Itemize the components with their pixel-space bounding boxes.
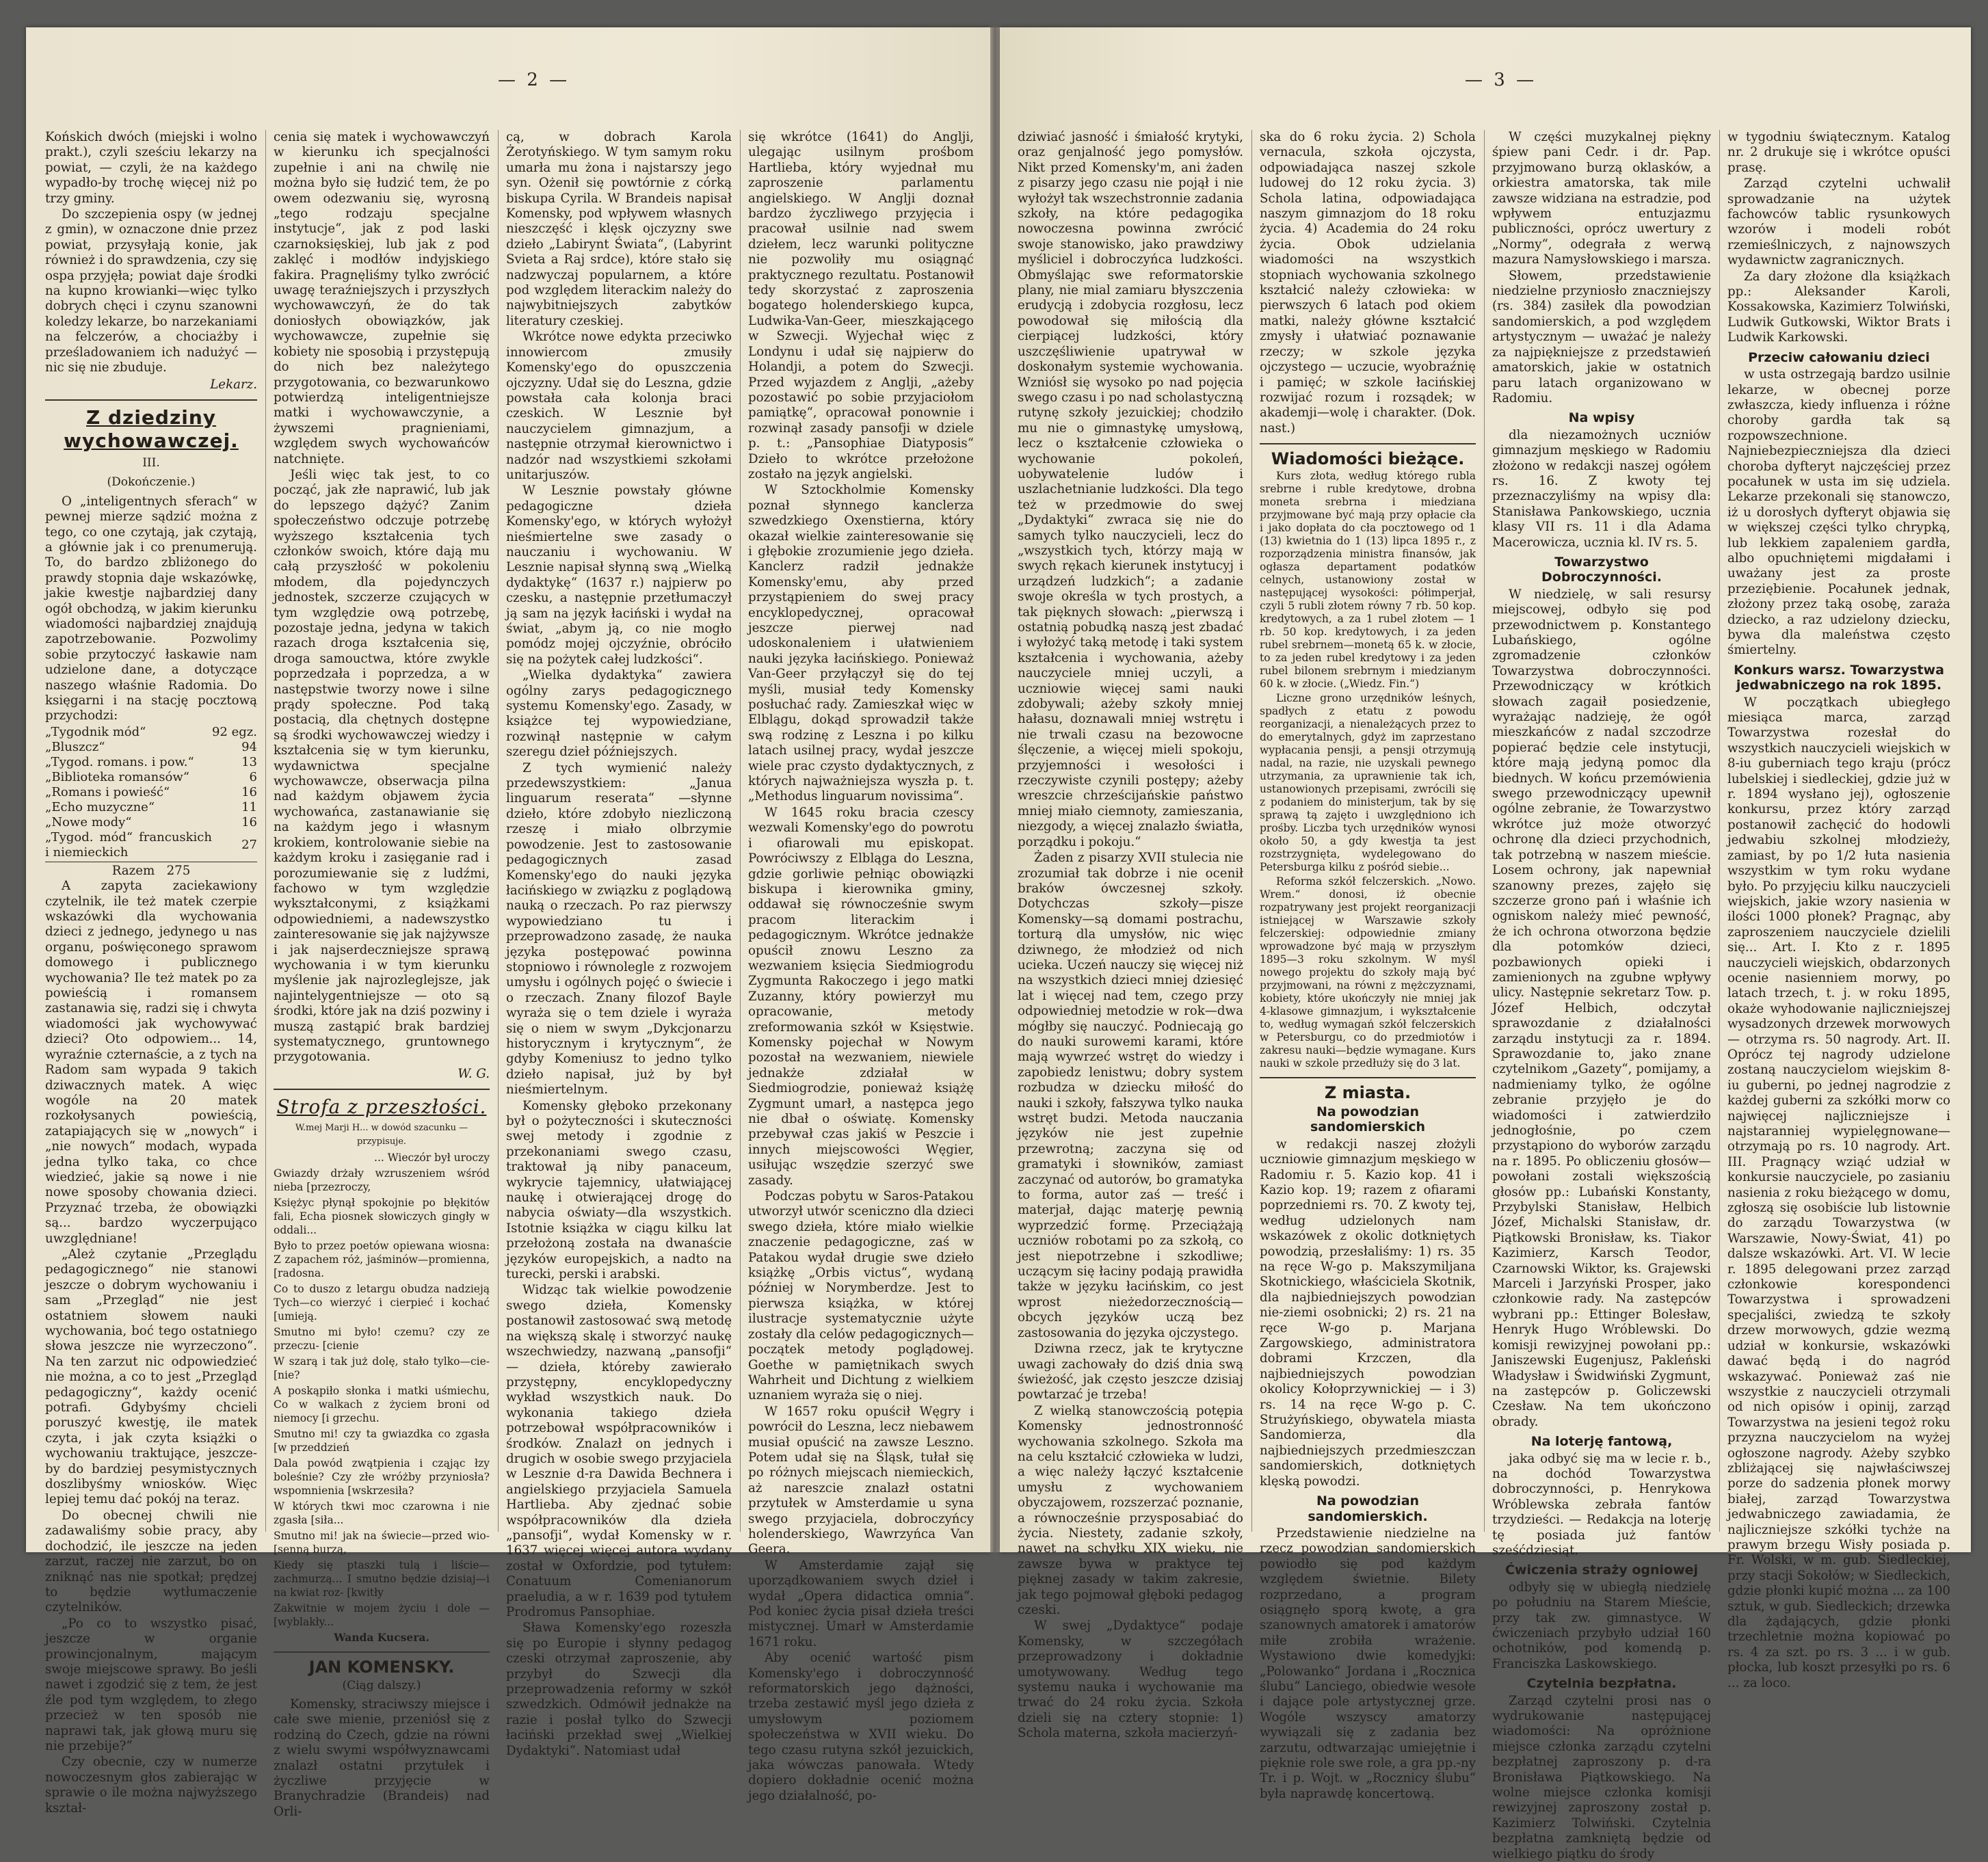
right-col-2 <box>1260 130 1476 1801</box>
subscription-title: „Romans i powieść“ <box>45 784 170 799</box>
left-page <box>26 27 990 1819</box>
news-item: Reforma szkół felczerskich. „Nowo. Wrem.“ donosi, iż obecnie rozpatrywany jest projekt reorganizacji istniejącej w Warszawie szkoły felczerskiej: odpowiednie zmiany wprowadzone być mają w przyszłym 1895—3 roku szkolnym. W myśl nowego projektu do szkoły mają być przyjmowani, na równi z mężczyznami, kobiety, które ukończyły nie mniej jak 4-klasowe gimnazjum, i wykształcenie to, według wymagań szkół felczerskich w Petersburgu, co do przedmiotów i zakresu nauki—będzie wymagane. Kurs nauki w szkole przedłuży się do 3 lat. <box>1260 875 1476 1069</box>
paragraph: w usta ostrzegają bardzo usilnie lekarze, w obecnej porze zwłaszcza, kiedy influenza i różne choroby gardła tak są rozpowszechnione. Najniebezpieczniejsza dla dzieci choroba dyfteryt najczęściej przez pocałunek w usta im się udziela. Lekarze przekonali się stanowczo, iż u dorosłych dyfteryt objawia się w większej części tylko chrypką, lub lekkiem zapaleniem gardła, albo opuchniętemi migdałami i uważany jest za proste przeziębienie. Pocałunek jednak, złożony przez taką osobę, zaraża dziecko, a raz udzielony dziecku, bywa dla maleństwa często śmiertelny. <box>1727 367 1950 658</box>
paragraph: W części muzykalnej piękny śpiew pani Cedr. i dr. Pap. przyjmowano burzą oklasków, a orkiestra amatorska, tak mile zawsze widziana na estradzie, pod wpływem entuzjazmu publiczności, oprócz uwertury z „Normy“, odegrała z werwą mazura Namysłowskiego i marsza. <box>1492 130 1711 267</box>
paragraph: W 1657 roku opuścił Węgry i powrócił do Leszna, lecz niebawem musiał opuścić na zawsze Leszno. Potem udał się na Śląsk, tułał się po różnych miejscach niemieckich, aż nareszcie znalazł ostatni przytułek w Amsterdamie u syna swego przyjaciela, dobroczyńcy holenderskiego, Wawrzyńca Van Geera. <box>748 1404 974 1557</box>
paragraph: cenia się matek i wychowawczyń w kierunku ich specjalności zupełnie i ani na chwilę nie można było się łudzić tem, że po owem odezwaniu się, wyrosną „tego rodzaju specjalne instytucje“, jak z pod laski czarnoksięskiej, lub jak z pod zaklęć i modłów indyjskiego fakira. Pragnęliśmy tylko zwrócić uwagę teraźniejszych i przyszłych wychowawczyń, że do tak doniosłych obowiązków, jak wychowawcze, zupełnie się kobiety nie sposobią i przystępują do nich bez należytego przygotowania, co bezwarunkowo potwierdzą inteligentniejsze matki i wychowawczynie, a żywszemi pragnieniami, względem swych wychowańców natchnięte. <box>274 130 490 466</box>
news-item: Kurs złota, według którego rubla srebrne i ruble kredytowe, drobna moneta srebrna i miedziana przyjmowane być mają przy opłacie cła i jako dopłata do cła pocztowego od 1 (13) kwietnia do 1 (13) lipca 1895 r., z rozporządzenia ministra finansów, jak ogłasza departament podatków celnych, ustanowiony został w następującej wysokości: półimperjał, czyli 5 rubli złotem równy 7 rb. 50 kop. kredytowych, a za 1 rubel złotem — 1 rb. 50 kop. kredytowych, i za jeden rubel srebrnem—monetą 65 k. w złocie, to za jeden rubel kredytowy i za jeden rubel bilonem srebrnym i miedzianym 60 k. w złocie. („Wiedz. Fin.“) <box>1260 469 1476 690</box>
section-title: Z dziedziny wychowawczej. <box>64 405 239 452</box>
paragraph: Widząc tak wielkie powodzenie swego dzieła, Komensky postanowił zastosować swą metodę na większą skalę i stworzyć naukę wszechwiedzy, nazwaną „pansofji“ — dzieła, któreby zawierało przystępny, encyklopedyczny wykład wszystkich nauk. Do wykonania takiego dzieła potrzebował współpracowników i środków. Znalazł on jednych i drugich w osobie swego przyjaciela w Lesznie d-ra Dawida Bechnera i angielskiego przyjaciela Samuela Hartlieba. Aby zjednać sobie współpracowników dla dzieła „pansofji“, wydał Komensky w r. 1637 więcej więcej autora wydany został w Oxfordzie, pod tytułem: Conatuum Comenianorum praeludia, a w r. 1639 pod tytułem Prodromus Pansophiae. <box>506 1283 732 1619</box>
left-col-4 <box>748 130 974 1803</box>
poem-line: A poskąpiło słonka i matki uśmiechu, Co w walkach z życiem broni od niemocy [i grzechu. <box>274 1385 490 1425</box>
section-note: (Dokończenie.) <box>107 475 196 490</box>
subscription-title: „Bluszcz“ <box>45 739 105 754</box>
subscription-count: 92 egz. <box>211 724 257 739</box>
paragraph: Za dary złożone dla książkach pp.: Aleksander Karoli, Kossakowska, Kazimierz Tolwiński, Ludwik Gutkowski, Wiktor Brats i Ludwik Karkowski. <box>1727 269 1950 345</box>
paragraph: Końskich dwóch (miejski i wolno prakt.), czyli sześciu lekarzy na powiat, — czyli, że na każdego wypadło-by trochę więcej niż po trzy gminy. <box>45 130 257 206</box>
divider <box>274 1651 490 1653</box>
paragraph: cą, w dobrach Karola Żerotyńskiego. W tym samym roku umarła mu żona i najstarszy jego syn. Ożenił się powtórnie z córką biskupa Cyrila. W Brandeis napisał Komensky, pod wpływem własnych nieszczęść i klęsk ojczyzny swe dzieło „Labirynt Świata“, (Labyrint Svieta a Raj srdce), które stało się nadzwyczaj popularnem, a które pod względem literackim należy do najwybitniejszych zabytków literatury czeskiej. <box>506 130 732 328</box>
komensky-title: JAN KOMENSKY. <box>308 1658 455 1677</box>
paragraph: W swej „Dydaktyce“ podaje Komensky, w szczegółach przeprowadzony i dokładnie umotywowany. Według tego systemu nauka i wychowanie ma trwać do 24 roku życia. Szkoła dzieli się na cztery stopnie: 1) Schola materna, szkoła macierzyń- <box>1018 1619 1243 1741</box>
poem-line: Dala powód zwątpienia i cząjąc łzy boleśnie? Czy złe wróżby przyniosła? wspomnienia [wskrzesiła? <box>274 1457 490 1498</box>
table-row <box>45 740 257 755</box>
right-col-3 <box>1492 130 1711 1861</box>
page-number-left: — 2 — <box>498 70 570 90</box>
poem-line: Zakwitnie w mojem życiu i dole — [wyblakły... <box>274 1602 490 1629</box>
subscription-count: 16 <box>241 814 257 829</box>
paragraph: W Amsterdamie zajął się uporządkowaniem swych dzieł i wydał „Opera didactica omnia“. Pod koniec życia pisał dzieła treści mistycznej. Umarł w Amsterdamie 1671 roku. <box>748 1558 974 1649</box>
paragraph: Zarząd czytelni prosi nas o wydrukowanie następującej wiadomości: Na opróżnione miejsce członka zarządu czytelni bezpłatnej zaproszony p. d-ra Bronisława Piątkowskiego. Na wolne miejsce członka komisji rewizyjnej zaproszony został p. Kazimierz Tolwiński. Czytelnia bezpłatna zamkniętą będzie od wielkiego piątku do środy <box>1492 1693 1711 1861</box>
signature: W. G. <box>458 1066 490 1081</box>
right-page <box>1000 27 1971 1861</box>
poem-line: Smutno mi! jak na świecie—przed wio- [senną burzą, <box>274 1530 490 1556</box>
divider <box>1260 443 1476 444</box>
poem-line: Kiedy się ptaszki tulą i liście—zachmurzą... I smutno będzie dzisiaj—i na kwiat roz- [kwitły <box>274 1559 490 1599</box>
news-title: Wiadomości bieżące. <box>1271 449 1465 469</box>
paragraph: Do szczepienia ospy (w jednej z gmin), w oznaczone dnie przez powiat, przysyłają konie, jak również i do sprawdzenia, czy się ospa przyjęła; powiat daje środki na kupno krowianki—więc tylko dobrych chęci i czynu szanowni koledzy lekarze, bo narzekaniami na felczerów, a chociażby i prześladowaniem ich nadużyć — nic się nie zbuduje. <box>45 207 257 375</box>
poem-line: Gwiazdy drżały wzruszeniem wśród nieba [przezroczy, <box>274 1167 490 1194</box>
subscription-title: „Tygodnik mód“ <box>45 724 146 739</box>
table-row <box>45 755 257 770</box>
paragraph: Sława Komensky'ego rozeszła się po Europie i słynny pedagog czeski otrzymał zaproszenie, aby przybył do Szwecji dla przeprowadzenia reformy w szkół szwedzkich. Odmówił jednakże na razie i posłał tylko do Szwecji łaciński przekład swej „Wielkiej Dydaktyki“. Natomiast udał <box>506 1621 732 1758</box>
item-heading: Ćwiczenia straży ogniowej <box>1505 1562 1699 1578</box>
paragraph: odbyły się w ubiegłą niedzielę po południu na Starem Mieście, przy tak zw. gimnastyce. W ćwiczeniach przybyło udział 160 ochotników, pod komendą p. Franciszka Laskowskiego. <box>1492 1580 1711 1671</box>
left-col-1 <box>45 130 257 1816</box>
city-title: Z miasta. <box>1324 1082 1412 1102</box>
item-heading: Przeciw całowaniu dzieci <box>1748 349 1930 365</box>
poem-dedication: W.mej Marji H... w dowód szacunku — przypisuje. <box>295 1123 468 1147</box>
total-label: Razem <box>111 863 155 878</box>
column-rule <box>740 130 741 1532</box>
paragraph: „Po co to wszystko pisać, jeszcze w organie prowincjonalnym, mającym swoje miejscowe sprawy. Bo jeśli nawet i zgodzić się z tem, że jest źle pod tym względem, to złego przecież w ten sposób nie naprawi tak, jak głową muru się nie przebije?“ <box>45 1616 257 1753</box>
paragraph: Wkrótce nowe edykta przeciwko innowiercom zmusiły Komensky'ego do opuszczenia ojczyzny. Udał się do Leszna, gdzie powstała cała kolonja braci czeskich. W Lesznie był nauczycielem gimnazjum, a następnie otrzymał kierownictwo i nadzór nad wszystkiemi szkołami unitarjuszów. <box>506 330 732 482</box>
item-heading: Na wpisy <box>1568 410 1635 426</box>
column-rule <box>265 130 266 1532</box>
column-rule <box>498 130 499 1532</box>
column-rule <box>1484 130 1485 1532</box>
paragraph: Dziwna rzecz, jak te krytyczne uwagi zachowały do dziś dnia swą świeżość, jak często jeszcze dzisiaj powtarzać je trzeba! <box>1018 1342 1243 1402</box>
paragraph: W niedzielę, w sali resursy miejscowej, odbyło się pod przewodnictwem p. Konstantego Lubańskiego, ogólne zgromadzenie członków Towarzystwa dobroczynności. Przewodniczący w krótkich słowach zagaił posiedzenie, wyrażając nadzieję, że ogół mieszkańców z nadal szczodrze popierać będzie cele instytucji, które mają jedyną pomoc dla biednych. W końcu przemówienia swego przewodniczący upewnił ogólne zebranie, że Towarzystwo wkrótce już może otworzyć ochronę dla dzieci przychodnich, tak potrzebną w naszem mieście. Losem ochrony, jak napewniał szanowny prezes, zajęło się szczerze grono pań i właśnie ich ogniskom należy mieć pewność, że ich ochrona otworzona będzie dla potomków dzieci, pozbawionych opieki i zamienionych na zgubne wpływy ulicy. Następnie sekretarz Tow. p. Józef Helbich, odczytał sprawozdanie z działalności zarządu instytucji za r. 1894. Sprawozdanie to, jako znane czytelnikom „Gazety“, pomijamy, a nadmieniamy tylko, że ogólne zebranie przyjęło je do wiadomości i zatwierdziło jednogłośnie, po czem przystąpiono do wyborów zarządu na r. 1895. Po obliczeniu głosów—powołani zostali większością głosów pp.: Lubański Konstanty, Przybylski Stanisław, Helbich Józef, Michalski Stanisław, dr. Piątkowski Bronisław, ks. Tiakor Kazimierz, Karsch Teodor, Czarnowski Wiktor, ks. Grajewski Marceli i Jarzyński Prosper, jako członkowie rady. Na zastępców wybrani pp.: Ettinger Bolesław, Henryk Hugo Wróblewski. Do komisji rewizyjnej powołani pp.: Janiszewski Eugenjusz, Pakleński Władysław i Świdwiński Zygmunt, na zastępców p. Goliczewski Czesław. Na tem ukończono obrady. <box>1492 587 1711 1429</box>
paragraph: Żaden z pisarzy XVII stulecia nie zrozumiał tak dobrze i nie ocenił braków ówczesnej szkoły. Dotychczas szkoły—pisze Komensky—są domami postrachu, torturą dla umysłów, nic więc dziwnego, że młodzież od nich ucieka. Uczeń nauczy się więcej niż na wszystkich dzieci mniej dziesięć lat i więcej nad tem, czego przy odpowiedniej metodzie w rok—dwa mógłby się nauczyć. Podniecają go do nauki surowemi karami, które mają wywrzeć wstręt do wiedzy i zapobiedz lenistwu; dobry system rozbudza w dziecku miłość do nauki i szkoły, fałszywa tylko nauka wstręt budzi. Metoda nauczania języków nie jest zupełnie przewrotną; zaczyna się od gramatyki i słowników, zamiast zaczynać od autorów, bo gramatyka to forma, autor zaś — treść i materjał, dając materję pewnią wyprzedzić formę. Przeciążają uczniów robotami po za szkołą, co jest niepotrzebne i szkodliwe; uczącym się łaciny podają prawidła także w języku łacińskim, co jest wprost nieżedorzecznością—obcych języków uczą bez zastosowania do języka ojczystego. <box>1018 851 1243 1340</box>
paragraph: Czy obecnie, czy w numerze nowoczesnym głos zabierając w sprawie o ile można najwyższego kształ- <box>45 1755 257 1816</box>
subscription-count: 13 <box>241 754 257 769</box>
poem-line: W szarą i tak już dolę, stało tylko—cie- [nie? <box>274 1355 490 1382</box>
divider <box>274 1089 490 1090</box>
paragraph: A zapyta zaciekawiony czytelnik, ile też matek czerpie wskazówki dla wychowania dzieci z jednego, jedynego u nas organu, poświęconego sprawom domowego i publicznego wychowania? Ile też matek po za powieścią i romansem zastanawia się, radzi się i chwyta wiadomości jak wychowywać dzieci? Oto odpowiem... 14, wyraźnie czternaście, a z tych na Radom sam wypada 9 takich dziwacznych matek. A więc wogóle na 20 matek rozkołysanych powieścią, zatapiających się w „nowych“ i „nie nowych“ modach, wypada jedna tylko taka, co chce wiedzieć, jakie są nowe i nie nowe sposoby chowania dzieci. Przyznać trzeba, że obowiązki są... bardzo wyczerpująco uwzględniane! <box>45 879 257 1246</box>
subscription-title: „Tygod. mód“ francuskich i niemieckich <box>45 829 212 860</box>
paragraph: Z tych wymienić należy przedewszystkiem: „Janua linguarum reserata“ —słynne dzieło, które zdobyło niezliczoną rzeszę i miało olbrzymie powodzenie. Jest to zastosowanie pedagogicznych zasad Komensky'ego do nauki języka łacińskiego w związku z poglądową nauką o rzeczach. Po raz pierwszy wypowiedziano tu i przeprowadzono zasadę, że nauka języka postępować powinna stopniowo i równolegle z rozwojem umysłu i ogólnych pojęć o świecie i o rzeczach. Znany filozof Bayle wyraża się o tem dziele i wyraża się o niem w swym „Dykcjonarzu historycznym i krytycznym“, że gdyby Komeniusz to jedno tylko dzieło napisał, już by był nieśmiertelnym. <box>506 760 732 1098</box>
poem-line: Smutno mi! czy ta gwiazdka co zgasła [w przeddzień <box>274 1428 490 1454</box>
poem-line: Księżyc płynął spokojnie po błękitów fali, Echa piosnek słowiczych gingły w oddali... <box>274 1197 490 1237</box>
table-row <box>45 785 257 800</box>
paragraph: „Wielka dydaktyka“ zawiera ogólny zarys pedagogicznego systemu Komensky'ego. Zasady, w książce tej wypowiedziane, rozwinął następnie w całym szeregu dzieł późniejszych. <box>506 668 732 760</box>
paragraph: Słowem, przedstawienie niedzielne przyniosło znaczniejszy (rs. 384) zasiłek dla powodzian sandomierskich, a pod względem artystycznym — uważać je należy za najpiękniejsze z przedstawień amatorskich, jakie w ostatnich paru latach organizowano w Radomiu. <box>1492 268 1711 405</box>
item-heading: Na powodzian sandomierskich. <box>1308 1493 1428 1524</box>
total-value: 275 <box>166 863 191 878</box>
subscription-total <box>45 862 257 879</box>
paragraph: Przedstawienie niedzielne na rzecz powodzian sandomierskich powiodło się pod każdym względem świetnie. Bilety rozprzedano, a program osiągnęło sporą kwotę, a gra szanownych amatorek i amatorów miłe zrobiła wrażenie. Wystawiono dwie komedyjki: „Polowanko“ Jordana i „Rocznica ślubu“ Lanciego, obiedwie wesołe i dające pole artystycznej grze. Wogóle wszyscy amatorzy wywiązali się z zadania bez zarzutu, odtwarzając umiejętnie i pięknie role swe role, a gra pp.-ny Tr. i p. Wojt. w „Rocznicy ślubu“ była naprawdę koncertową. <box>1260 1526 1476 1801</box>
poem-line: Co to duszo z letargu obudza nadzieją Tych—co wierzyć i cierpieć i kochać [umieją. <box>274 1283 490 1323</box>
left-col-2 <box>274 130 490 1819</box>
paragraph: ska do 6 roku życia. 2) Schola vernacula, szkoła ojczysta, odpowiadająca naszej szkole ludowej do 12 roku życia. 3) Schola latina, odpowiadająca naszym gimnazjom do 18 roku życia. 4) Academia do 24 roku życia. Obok udzielania wiadomości na wszystkich stopniach wychowania szkolnego kształcić należy człowieka: w pierwszych 6 latach pod okiem matki, należy główne kształcić zmysły i ułatwiać poznawanie rzeczy; w szkole języka ojczystego — uczucie, wyobraźnię i pamięć; w szkole łacińskiej rozwijać rozum i rozsądek; w akademji—wolę i charakter. (Dok. nast.) <box>1260 130 1476 436</box>
paragraph: Komensky głęboko przekonany był o pożyteczności i skuteczności swej metody i zgodnie z przekonaniami swego czasu, traktował ją niby panaceum, wykrycie tajemnicy, ułatwiającej naukę i otwierającej drogę do nabycia oświaty—dla wszystkich. Istotnie książka w ciągu kilku lat przełożoną została na dwanaście języków europejskich, a nadto na turecki, perski i arabski. <box>506 1098 732 1282</box>
poem-title: Strofa z przeszłości. <box>276 1095 487 1119</box>
right-col-4 <box>1727 130 1950 1690</box>
subscription-title: „Biblioteka romansów“ <box>45 769 189 784</box>
poem-signature: Wanda Kucsera. <box>334 1631 429 1645</box>
item-heading: Na loterję fantową, <box>1530 1434 1673 1450</box>
poem-line: ... Wieczór był uroczy <box>374 1152 490 1165</box>
paragraph: Do obecnej chwili nie zadawaliśmy sobie pracy, aby dochodzić, ile jeszcze na jeden zarzut, raczej nie zarzut, bo on zniknąć nas nie spotkał; prędzej to będzie wytłumaczenie czytelników. <box>45 1508 257 1615</box>
poem-line: W których tkwi moc czarowna i nie zgasła [siła... <box>274 1500 490 1527</box>
paragraph: Zarząd czytelni uchwalił sprowadzanie na użytek fachowców tablic rysunkowych wzorów i modeli robót rzemieślniczych, z najnowszych wydawnictw zagranicznych. <box>1727 176 1950 268</box>
paragraph: W początkach ubiegłego miesiąca marca, zarząd Towarzystwa rozesłał do wszystkich nauczycieli wiejskich w 8-iu guberniach tego kraju (prócz lubelskiej i siedleckiej, gdzie już w r. 1894 wysłano jej), ogłoszenie konkursu, przez który zarząd postanowił zachęcić do hodowli jedwabiu szkolnej młodzieży, zamiast, by po 1/2 łuta nasienia wszystkim w tym roku wydane było. Po przyjęciu kilku nauczycieli wiejskich, jakie wzory nasienia w ilości 1000 płonek? Pragnąc, aby zaproszeniem nauczyciele dzielili się... Art. I. Kto z r. 1895 nauczycieli wiejskich, obdarzonych ocenie nasienniem morwy, po latach trzech, t. j. w roku 1895, okaże wyhodowanie najliczniejszej wysadzonych drzewek morwowych — otrzyma rs. 50 nagrody. Art. II. Oprócz tej nagrody udzielone zostaną nauczycielom wiejskim 8-iu guberni, po jednej nagrodzie z każdej guberni za szkółki morw co najwięcej najliczniejsze i najstaranniej wypielęgnowane—otrzymają po rs. 10 nagrody. Art. III. Pragnący wziąć udział w konkursie nauczyciele, po zasianiu nasienia z roku bieżącego w domu, zgłoszą się osobiście lub listownie do zarządu Towarzystwa (w Warszawie, Nowy-Świat, 41) po dalsze wskazówki. Art. VI. W lecie r. 1895 delegowani przez zarząd członkowie korespondenci Towarzystwa i sprowadzeni specjaliści, zwiedzą te szkoły drzew morwowych, gdzie wezmą udział w konkursie, wskazówki dawać będą i do nagród wskazywać. Ponieważ zaś nie wszystkie z nauczycieli otrzymali od nich opisów i opinij, zarząd Towarzystwa na jesieni tegoż roku przyzna nauczycielom na wyżej ogłoszone nagrody. Ażeby szybko zbliżającej się najwłaściwszej porze do sadzenia płonek morwy białej, zarząd Towarzystwa jedwabniczego zawiadamia, że najliczniejsze szkółki tychże na prawym brzegu Wisły posiada p. Fr. Wolski, w m. gub. Siedleckiej, przy stacji Sokołów; w Siedleckich, gdzie płonki kupić można ... za 100 sztuk, w gub. Siedleckich; drzewka dla żądających, gdzie płonki trzechletnie można kopiować po rs. 4 za szt. po rs. 3 ... i w gub. płocka, lub koszt przesyłki po rs. 6 ... za loco. <box>1727 695 1950 1690</box>
subscription-title: „Echo muzyczne“ <box>45 799 155 814</box>
paragraph: Z wielką stanowczością potępia Komensky jednostronność wychowania szkolnego. Szkoła ma na celu kształcić człowieka w ludzi, a więc należy łączyć kształcenie umysłu z wychowaniem obyczajowem, rozszerzać poznanie, a równocześnie przysposabiać do życia. Niestety, zadanie szkoły, nawet na schyłku XIX wieku, nie zawsze bywa w praktyce tej pięknej zasady w takim zakresie, jak tego pojmował głęboki pedagog czeski. <box>1018 1403 1243 1617</box>
section-part: III. <box>142 455 160 470</box>
subscription-count: 6 <box>249 769 257 784</box>
subscription-count: 94 <box>241 739 257 754</box>
subscription-table <box>45 725 257 860</box>
spine-gutter <box>990 27 1000 1552</box>
paragraph: w tygodniu świątecznym. Katalog nr. 2 drukuje się i wkrótce opuści prasę. <box>1727 130 1950 175</box>
page-number-right: — 3 — <box>1465 70 1537 90</box>
paragraph: dla niezamożnych uczniów gimnazjum męskiego w Radomiu złożono w redakcji naszej ogółem rs. 16. Z kwoty tej przeznaczyliśmy na wpisy dla: Stanisława Pankowskiego, ucznia klasy VII rs. 11 i dla Adama Macerowicza, ucznia kl. IV rs. 5. <box>1492 427 1711 550</box>
subscription-count: 16 <box>241 784 257 799</box>
right-col-1 <box>1018 130 1243 1741</box>
divider <box>1260 1077 1476 1078</box>
subscription-title: „Nowe mody“ <box>45 814 132 829</box>
signature: Lekarz. <box>210 377 257 392</box>
divider <box>45 399 257 401</box>
column-rule <box>1719 130 1720 1532</box>
paragraph: w redakcji naszej złożyli uczniowie gimnazjum męskiego w Radomiu r. 5. Kazio kop. 41 i Kazio kop. 19; razem z ofiarami poprzedniemi rs. 70. Z kwoty tej, według udzielonych nam wskazówek z okolic dotkniętych powodzią, przesłaliśmy: 1) rs. 35 na ręce W-go p. Makszymiljana Skotnickiego, właściciela Skotnik, dla najbiedniejszych powodzian nie-ziemi osobnicki; 2) rs. 21 na ręce W-go p. Marjana Zargowskiego, administratora dobrami Krzczen, dla najbiedniejszych powodzian okolicy Kołoprzywnickiej — i 3) rs. 14 na ręce W-go p. C. Strużyńskiego, obywatela miasta Sandomierza, dla najbiedniejszych przedmieszczan sandomierskich, dotkniętych klęską powodzi. <box>1260 1136 1476 1489</box>
subscription-title: „Tygod. romans. i pow.“ <box>45 754 194 769</box>
paragraph: Aby ocenić wartość pism Komensky'ego i dobroczynność reformatorskich jego dążności, trzeba zestawić myśl jego dzieła z umysłowym poziomem społeczeństwa w XVII wieku. Do tego czasu rutyna szkół jezuickich, jaka wówczas panowała. Wtedy dopiero dokładnie ocenić można jego działalność, po- <box>748 1651 974 1803</box>
left-col-3 <box>506 130 732 1758</box>
paragraph: W Sztockholmie Komensky poznał słynnego kanclerza szwedzkiego Oxenstierna, który okazał wielkie zainteresowanie się i głębokie zrozumienie jego dzieła. Kanclerz radził jednakże Komensky'emu, aby przed przystąpieniem do swej pracy encyklopedycznej, opracował jeszcze pierwej nad udoskonaleniem i ułatwieniem nauki języka łacińskiego. Ponieważ Van-Geer przyłączył się do tej myśli, musiał tedy Komensky posłuchać rady. Zamieszkał więc w Elblągu, dokąd sprowadził także swą rodzinę z Leszna i po kilku latach usilnej pracy, wydał jeszcze wiele prac czysto dydaktycznych, z których najważniejsza wyszła p. t. „Methodus linguarum novissima“. <box>748 483 974 804</box>
paragraph: Podczas pobytu w Saros-Patakou utworzył utwór sceniczno dla dzieci swego dzieła, które miało wielkie znaczenie pedagogiczne, zaś w Patakou wydał drugie swe dzieło książkę „Orbis victus“, wydaną później w Norymberdze. Jest to pierwsza książka, w której ilustracje systematycznie użyte zostały dla celów pedagogicznych—początek metody poglądowej. Goethe w pamiętnikach swych Wahrheit und Dichtung z wielkiem uznaniem wyraża się o niej. <box>748 1189 974 1403</box>
item-heading: Towarzystwo Dobroczynności. <box>1541 554 1662 585</box>
item-heading: Konkurs warsz. Towarzystwa jedwabniczego na rok 1895. <box>1734 662 1944 693</box>
paragraph: jaka odbyć się ma w lecie r. b., na dochód Towarzystwa dobroczynności, p. Henrykowa Wróblewska zebrała fantów trzydzieści. — Redakcja na loterję tę posiada już fantów sześćdziesiąt. <box>1492 1451 1711 1558</box>
paragraph: się wkrótce (1641) do Anglji, ulegając usilnym prośbom Hartlieba, który wyjednał mu zaproszenie parlamentu angielskiego. W Anglji doznał bardzo życzliwego przyjęcia i pracował usilnie nad swem dziełem, lecz warunki polityczne nie pozwoliły mu osiągnąć praktycznego rezultatu. Postanowił tedy skorzystać z zaproszenia bogatego holenderskiego kupca, Ludwika-Van-Geer, mieszkającego w Szwecji. Wyjechał więc z Londynu i udał się najpierw do Holandji, a potem do Szwecji. Przed wyjazdem z Anglji, „ażeby pozostawić po sobie przyjaciołom pamiątkę“, opracował ponownie i rozwinął zasady pansofji w dziele p. t.: „Pansophiae Diatyposis“ Dzieło to wkrótce przełożone zostało na język angielski. <box>748 130 974 481</box>
paragraph: W 1645 roku bracia czescy wezwali Komensky'ego do powrotu i ofiarowali mu episkopat. Powróciwszy z Elbląga do Leszna, gdzie gorliwie pełniąc obowiązki biskupa i kierownika gminy, oddawał się równocześnie swym pracom literackim i pedagogicznym. Wkrótce jednakże opuścił znowu Leszno za wezwaniem księcia Siedmiogrodu Zygmunta Rakoczego i jego matki Zuzanny, który powierzył mu opracowanie, metody zreformowania szkół w Księstwie. Komensky pojechał w Nowym pozostał na wezwaniem, niewiele jednakże zdziałał w Siedmiogrodzie, ponieważ książę Zygmunt umarł, a następca jego nie dbał o oświatę. Komensky przebywał czas jakiś w Peszcie i innych miejscowości Węgier, usiłując wszędzie szerzyć swe zasady. <box>748 805 974 1188</box>
paragraph: O „inteligentnych sferach“ w pewnej mierze sądzić można z tego, co one czytają, jak czytają, a głównie jak i co prenumerują. To, do bardzo zbliżonego do prawdy stopnia daje wskazówkę, jakie kwestje najbardziej dany ogół obchodzą, w jakim kierunku wiadomości najbardziej znajdują zapotrzebowanie. Pozwolimy sobie przytoczyć łaskawie nam udzielone dane, a dotyczące naszego właśnie Radomia. Do księgarni i na stację pocztową przychodzi: <box>45 494 257 723</box>
table-row <box>45 725 257 740</box>
paragraph: Jeśli więc tak jest, to co począć, jak złe naprawić, lub jak do lepszego dążyć? Zanim społeczeństwo odczuje potrzebę wyższego kształcenia tych członków swoich, które dają mu całą przyszłość w pokoleniu młodem, dla pojedynczych jednostek, szczerze czujących w tym względzie ową potrzebę, pozostaje jedna, jedyna w takich razach droga kształcenia się, droga samouctwa, które zwykle poprzedzała i poprzedza, a w następstwie tworzy nowe i silne prądy społeczne. Pod taką postacią, dla chętnych dostępne są środki wychowawczej wiedzy i kształcenia się w tym kierunku, wydawnictwa specjalne wychowawcze, obserwacja pilna nad każdym objawem życia wychowańca, zastanawianie się na każdym jego i własnym krokiem, kontrolowanie siebie na każdym kroku i zasięganie rad i porozumiewanie się z ludźmi, fachowo w tym względzie wykształconymi, z książkami odpowiedniemi, a nadewszystko zainteresowanie się jak najżywsze i jak najserdeczniejsze sprawą wychowania i w tym kierunku myślenie jak najrozleglejsze, jak najintelygentniejsze — oto są środki, które jak na dziś pozwiny i muszą zastąpić brak bardziej systematycznego, gruntownego przygotowania. <box>274 467 490 1065</box>
item-heading: Czytelnia bezpłatna. <box>1526 1676 1677 1692</box>
table-row <box>45 815 257 830</box>
paragraph: W Lesznie powstały główne pedagogiczne dzieła Komensky'ego, w których wyłożył nieśmiertelne swe zasady o nauczaniu i wychowaniu. W Lesznie napisał słynną swą „Wielką dydaktykę“ (1637 r.) najpierw po czesku, a następnie przetłumaczył ją sam na język łaciński i wydał na świat, „abym ją, co nie mogło pomódz mojej ojczyźnie, obróciło się na pożytek całej ludzkości“. <box>506 483 732 667</box>
subscription-count: 27 <box>241 837 257 852</box>
subscription-count: 11 <box>241 799 257 814</box>
table-row <box>45 830 257 860</box>
poem-line: Było to przez poetów opiewana wiosna: Z zapachem róż, jaśminów—promienna, [radosna. <box>274 1240 490 1280</box>
poem-line: Smutno mi było! czemu? czy ze przeczu- [cienie <box>274 1326 490 1353</box>
table-row <box>45 800 257 815</box>
column-rule <box>1251 130 1252 1532</box>
paragraph: dziwiać jasność i śmiałość krytyki, oraz genjalność jego pomysłów. Nikt przed Komensky'm, ani żaden z pisarzy jego czasu nie pojął i nie wyłożył tak wszechstronnie zadania szkoły, na które pedagogika nowoczesna powinna zwrócić swoje stanowisko, jako prawdziwy myśliciel i dobroczyńca ludzkości. Obmyślając swe reformatorskie plany, nie mial zamiaru błyszczenia erudycją i zdobycia rozgłosu, lecz powodował się miłością dla cierpiącej ludzkości, który uszczęśliwienie upatrywał w doskonałym systemie wychowania. Wzniósł się wysoko po nad pojęcia swego czasu i po nad scholastyczną rutynę szkoły jezuickiej; chodziło mu nie o gimnastykę umysłową, lecz o kształcenie człowieka o wychowanie pokoleń, uobywatelenie ludów i uszlachetnianie ludzkości. Dla tego też w przedmowie do swej „Dydaktyki“ zwraca się nie do samych tylko nauczycieli, lecz do „wszystkich tych, którzy mają w swych rękach kierunek instytucyj i urządzeń ludzkich“; a zadanie swoje określa w tych prostych, a tak pięknych słowach: „pierwszą i ostatnią pobudką naszą jest zbadać i wyłożyć taką metodę i taki system kształcenia i wychowania, ażeby nauczyciele mniej uczyli, a uczniowie więcej sami nauki zdobywali; ażeby szkoły mniej hałasu, doznawali mniej wstrętu i nie trwali czasu na bezowocne ślęczenie, a więcej mieli spokoju, przyjemności i wesołości i rzeczywiste czynili postępy; ażeby wreszcie chrześcijańskie państwo mniej miało ciemnoty, zamieszania, niezgody, a więcej znalazło światła, porządku i pokoju.“ <box>1018 130 1243 849</box>
komensky-note: (Ciąg dalszy.) <box>342 1678 421 1692</box>
table-row <box>45 770 257 785</box>
paragraph: „Ależ czytanie „Przeglądu pedagogicznego“ nie stanowi jeszcze o dobrym wychowaniu i sam „Przegląd“ nie jest ostatniem słowem nauki wychowania, boć tego ostatniego słowa jeszcze nie wyrzeczono“. Na ten zarzut nic odpowiedzieć nie można, a co to jest „Przegląd pedagogiczny“, każdy ocenić potrafi. Gdybyśmy chcieli poruszyć kwestję, ile matek czyta, i jak czyta książki o wychowaniu traktujące, jeszcze-by do bardziej pesymistycznych doszlibyśmy wniosków. Więc lepiej temu dać pokój na teraz. <box>45 1247 257 1507</box>
news-item: Liczne grono urzędników leśnych, spadłych z etatu z powodu reorganizacji, a nienależących przez to do emerytalnych, gdyż im zaprzestano wypłacania pensji, a pensji otrzymują nadal, na razie, nie uzyskali pewnego utrzymania, za uprawnienie tak ich, ustanowionych przepisami, zwrócili się z podaniem do ministerjum, tak by się sprawą tą zajęto i uwzględniono ich prośby. Liczba tych urzędników wynosi około 50, a gdy kwestja ta jest rozstrzygnięta, wydelegowano do Petersburga kilku z pośród siebie... <box>1260 691 1476 873</box>
paragraph: Komensky, straciwszy miejsce i całe swe mienie, przeniósł się z rodziną do Czech, gdzie na równi z wielu swymi współwyznawcami znalazł ostatni przytułek i życzliwe przyjęcie w Branychradzie (Brandeis) nad Orli- <box>274 1697 490 1819</box>
item-heading: Na powodzian sandomierskich <box>1310 1104 1426 1135</box>
